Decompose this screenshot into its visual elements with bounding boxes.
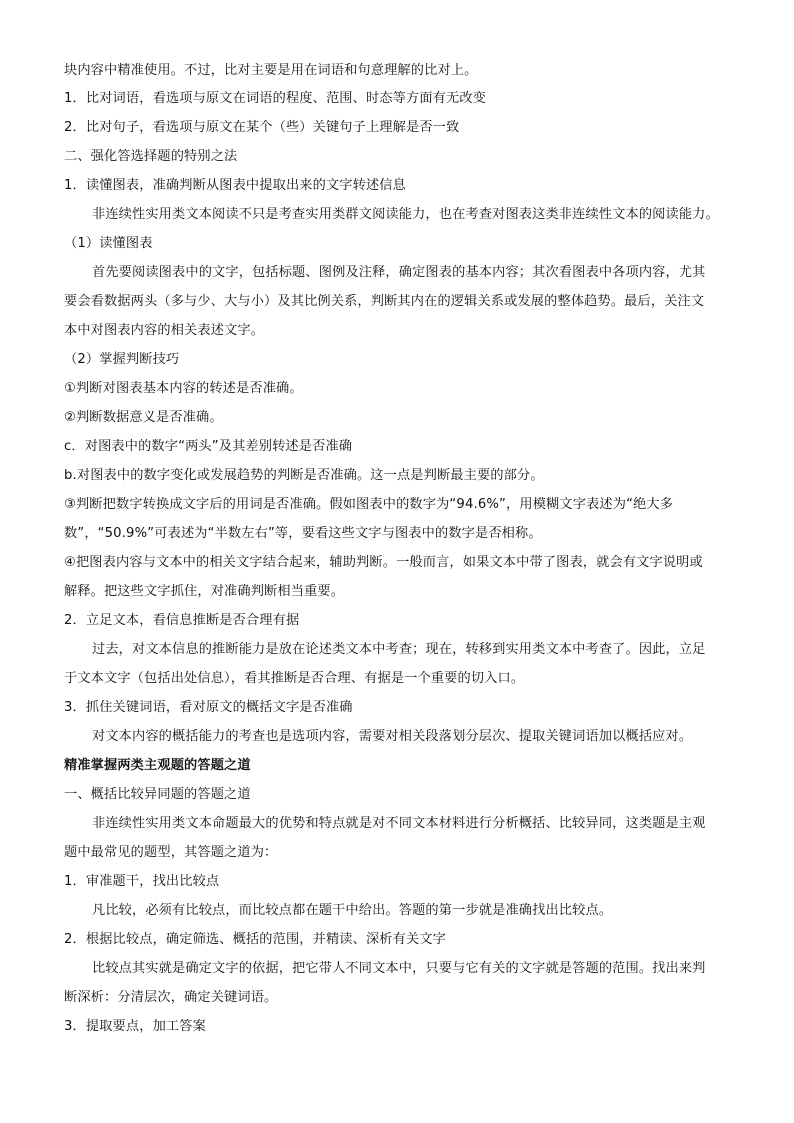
text-line: 2．立足文本，看信息推断是否合理有据 — [64, 613, 300, 628]
paragraph-line: 于文本文字（包括出处信息），看其推断是否合理、有据是一个重要的切入口。 — [64, 671, 525, 686]
text-line: 2．比对句子，看选项与原文在某个（些）关键句子上理解是否一致 — [64, 120, 460, 135]
paragraph-line: 对文本内容的概括能力的考查也是选项内容，需要对相关段落划分层次、提取关键词语加以概括应对。 — [92, 729, 693, 744]
text-line: 块内容中精准使用。不过，比对主要是用在词语和句意理解的比对上。 — [64, 63, 478, 78]
paragraph-line: 凡比较，必须有比较点，而比较点都在题干中给出。答题的第一步就是准确找出比较点。 — [92, 903, 613, 918]
paragraph-line: 非连续性实用类文本命题最大的优势和特点就是对不同文本材料进行分析概括、比较异同，这类题是主观 — [92, 816, 706, 831]
text-line: 1．比对词语，看选项与原文在词语的程度、范围、时态等方面有无改变 — [64, 91, 486, 106]
subsection-heading: （2）掌握判断技巧 — [64, 352, 180, 367]
text-line: ①判断对图表基本内容的转述是否准确。 — [64, 381, 303, 396]
text-line: 1．审准题干，找出比较点 — [64, 874, 220, 889]
section-heading: 二、强化答选择题的特别之法 — [64, 149, 238, 164]
paragraph-line: 题中最常见的题型，其答题之道为： — [64, 845, 278, 860]
text-line: ④把图表内容与文本中的相关文字结合起来，辅助判断。一般而言，如果文本中带了图表，就会有文字说明或 — [64, 555, 703, 570]
subsection-heading: （1）读懂图表 — [64, 236, 153, 251]
text-line: 1．读懂图表，准确判断从图表中提取出来的文字转述信息 — [64, 178, 406, 193]
paragraph-line: 首先要阅读图表中的文字，包括标题、图例及注释，确定图表的基本内容；其次看图表中各项内容，尤其 — [92, 265, 706, 280]
text-line: ②判断数据意义是否准确。 — [64, 410, 223, 425]
text-line: 解释。把这些文字抓住，对准确判断相当重要。 — [64, 584, 345, 599]
paragraph-line: 断深析：分清层次，确定关键词语。 — [64, 990, 278, 1005]
paragraph-line: 非连续性实用类文本阅读不只是考查实用类群文阅读能力，也在考查对图表这类非连续性文本的阅读能力。 — [92, 207, 719, 222]
paragraph-line: 要会看数据两头（多与少、大与小）及其比例关系，判断其内在的逻辑关系或发展的整体趋势。最后，关注文 — [64, 294, 705, 309]
paragraph-line: 比较点其实就是确定文字的依据，把它带人不同文本中，只要与它有关的文字就是答题的范围。找出来判 — [92, 961, 706, 976]
section-heading: 一、概括比较异同题的答题之道 — [64, 787, 251, 802]
paragraph-line: 本中对图表内容的相关表述文字。 — [64, 323, 265, 338]
bold-heading: 精准掌握两类主观题的答题之道 — [64, 758, 251, 773]
text-line: b.对图表中的数字变化或发展趋势的判断是否准确。这一点是判断最主要的部分。 — [64, 468, 544, 483]
text-line: 3．抓住关键词语，看对原文的概括文字是否准确 — [64, 700, 353, 715]
text-line: 数”，“50.9%”可表述为“半数左右”等，要看这些文字与图表中的数字是否相称。 — [64, 526, 542, 541]
paragraph-line: 过去，对文本信息的推断能力是放在论述类文本中考查；现在，转移到实用类文本中考查了。因此，立足 — [92, 642, 706, 657]
text-line: ③判断把数字转换成文字后的用词是否准确。假如图表中的数字为“94.6%”，用模糊文字表述为“绝大多 — [64, 497, 674, 512]
text-line: 3．提取要点，加工答案 — [64, 1019, 206, 1034]
text-line: 2．根据比较点，确定筛选、概括的范围，并精读、深析有关文字 — [64, 932, 446, 947]
text-line: c．对图表中的数字“两头”及其差别转述是否准确 — [64, 439, 353, 454]
